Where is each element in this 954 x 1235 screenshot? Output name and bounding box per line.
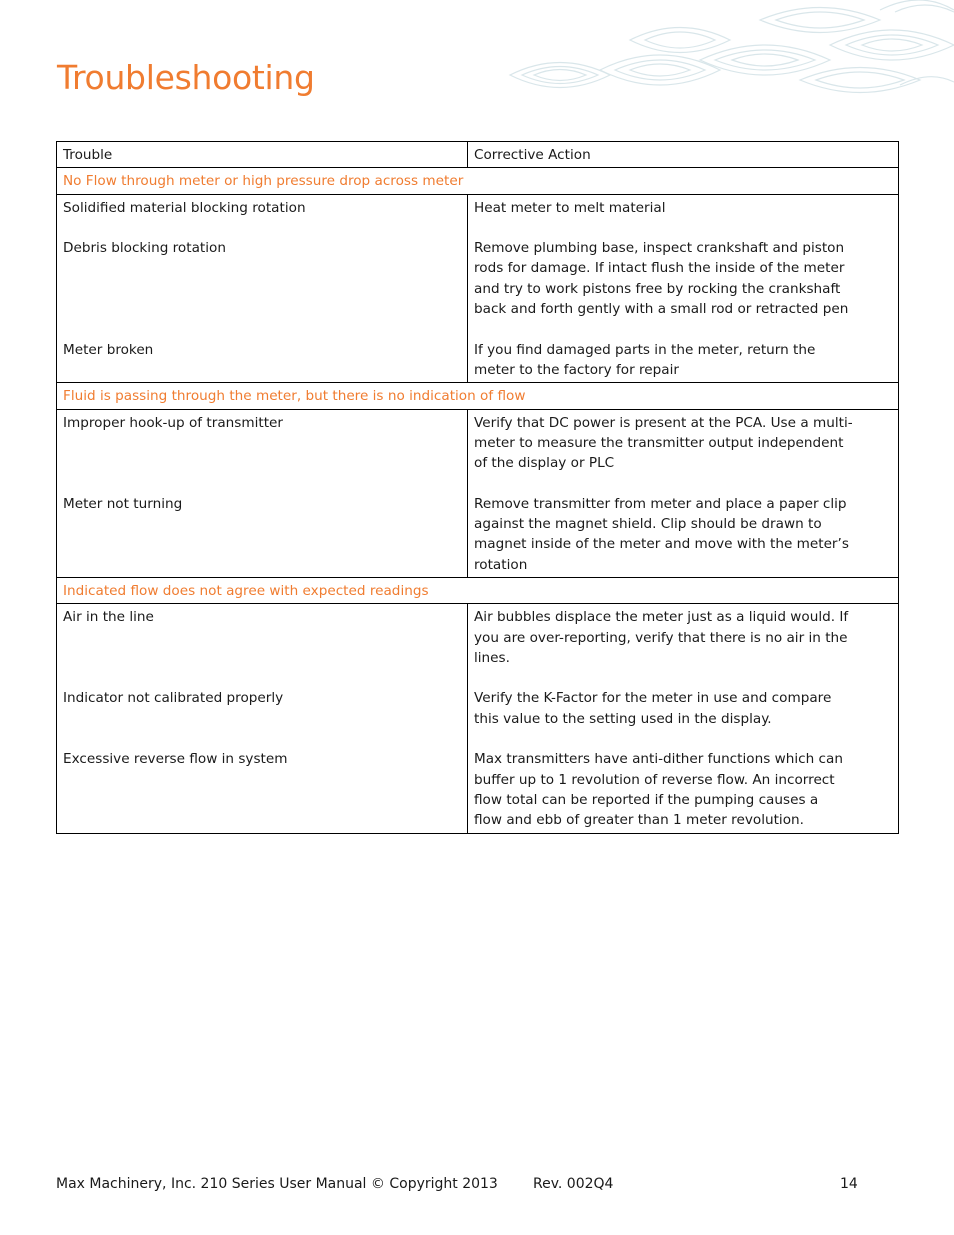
page-title: Troubleshooting [57, 58, 315, 97]
footer-manual-info: Max Machinery, Inc. 210 Series User Manual © Copyright 2013 [56, 1176, 498, 1192]
footer-revision: Rev. 002Q4 [533, 1176, 614, 1192]
action-line: Remove transmitter from meter and place a paper clip [474, 495, 847, 512]
action-cell [468, 604, 899, 833]
decorative-wave-pattern [500, 0, 954, 110]
trouble-item: Debris blocking rotation [63, 240, 226, 257]
action-line: Verify the K-Factor for the meter in use and compare [474, 690, 832, 707]
action-line: If you find damaged parts in the meter, return the [474, 341, 816, 358]
section-heading-row [57, 168, 899, 194]
trouble-item: Meter broken [63, 341, 154, 358]
section-heading-row [57, 577, 899, 603]
action-line: buffer up to 1 revolution of reverse flow. An incorrect [474, 771, 835, 788]
action-line: Max transmitters have anti-dither functions which can [474, 751, 843, 768]
table-row [57, 194, 899, 383]
table-header-row [57, 142, 899, 168]
trouble-item: Indicator not calibrated properly [63, 690, 284, 707]
action-line: and try to work pistons free by rocking the crankshaft [474, 280, 841, 297]
header-trouble: Trouble [57, 142, 468, 168]
action-line: Verify that DC power is present at the PCA. Use a multi- [474, 414, 853, 431]
action-line: meter to the factory for repair [474, 361, 679, 378]
header-corrective-action: Corrective Action [468, 142, 899, 168]
trouble-cell [57, 409, 468, 577]
action-line: of the display or PLC [474, 455, 615, 472]
table-row [57, 409, 899, 577]
action-cell [468, 409, 899, 577]
action-line: magnet inside of the meter and move with the meter’s [474, 536, 849, 553]
action-line: meter to measure the transmitter output independent [474, 434, 844, 451]
action-cell [468, 194, 899, 383]
section-heading: Indicated flow does not agree with expected readings [57, 577, 899, 603]
action-line: flow and ebb of greater than 1 meter revolution. [474, 812, 804, 829]
trouble-item: Air in the line [63, 609, 154, 626]
table-row [57, 604, 899, 833]
footer-page-number: 14 [840, 1176, 858, 1192]
troubleshooting-table [56, 141, 899, 834]
trouble-cell [57, 194, 468, 383]
action-line: you are over-reporting, verify that there is no air in the [474, 629, 848, 646]
action-line: Remove plumbing base, inspect crankshaft and piston [474, 240, 845, 257]
section-heading-row [57, 383, 899, 409]
action-line: lines. [474, 649, 510, 666]
trouble-item: Improper hook-up of transmitter [63, 414, 283, 431]
trouble-item: Meter not turning [63, 495, 183, 512]
action-line: back and forth gently with a small rod or retracted pen [474, 301, 849, 318]
trouble-item: Excessive reverse flow in system [63, 751, 288, 768]
action-line: Heat meter to melt material [474, 199, 666, 216]
trouble-item: Solidified material blocking rotation [63, 199, 306, 216]
action-line: rotation [474, 556, 528, 573]
action-line: flow total can be reported if the pumping causes a [474, 791, 819, 808]
action-line: Air bubbles displace the meter just as a liquid would. If [474, 609, 849, 626]
action-line: rods for damage. If intact flush the inside of the meter [474, 260, 845, 277]
section-heading: No Flow through meter or high pressure drop across meter [57, 168, 899, 194]
trouble-cell [57, 604, 468, 833]
action-line: this value to the setting used in the display. [474, 710, 772, 727]
section-heading: Fluid is passing through the meter, but there is no indication of flow [57, 383, 899, 409]
action-line: against the magnet shield. Clip should be drawn to [474, 516, 822, 533]
